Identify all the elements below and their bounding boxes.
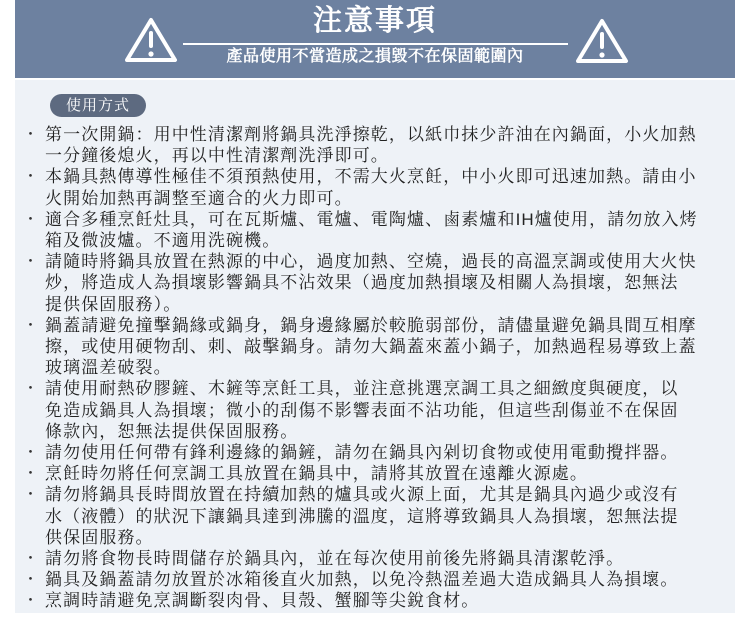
- list-item-line: 請隨時將鍋具放置在熱源的中心，過度加熱、空燒，過長的高溫烹調或使用大火快: [45, 252, 697, 272]
- list-item-line: 本鍋具熱傳導性極佳不須預熱使用，不需大火烹飪，中小火即可迅速加熱。請由小: [45, 167, 697, 187]
- bullet: ・: [23, 465, 39, 483]
- title-divider: [183, 43, 568, 45]
- list-item: [23, 124, 723, 166]
- list-item-line: 鍋具及鍋蓋請勿放置於冰箱後直火加熱，以免冷熱溫差過大造成鍋具人為損壞。: [45, 570, 679, 590]
- list-item-line: 第一次開鍋：用中性清潔劑將鍋具洗淨擦乾，以紙巾抹少許油在內鍋面，小火加熱: [45, 125, 697, 144]
- bullet: ・: [23, 380, 39, 398]
- list-item-line: 提供保固服務）。: [45, 294, 182, 314]
- list-item-line: 火開始加熱再調整至適合的火力即可。: [45, 188, 353, 208]
- list-item-line: 條款內，恕無法提供保固服務。: [45, 421, 299, 441]
- bullet: ・: [23, 444, 39, 462]
- list-item-line: 烹飪時勿將任何烹調工具放置在鍋具中，請將其放置在遠離火源處。: [45, 464, 588, 484]
- list-item: [23, 166, 723, 208]
- list-item-line: 炒，將造成人為損壞影響鍋具不沾效果（過度加熱損壞及相關人為損壞，恕無法: [45, 273, 679, 293]
- list-item-line: 請勿使用任何帶有鋒利邊緣的鍋鏟，請勿在鍋具內剁切食物或使用電動攪拌器。: [45, 443, 679, 463]
- list-item: [23, 463, 723, 484]
- list-item: [23, 209, 723, 251]
- list-item-line: 烹調時請避免烹調斷裂肉骨、貝殼、蟹腳等尖銳食材。: [45, 591, 480, 611]
- list-item-line: 供保固服務。: [45, 527, 154, 547]
- list-item-line: 請使用耐熱矽膠鏟、木鏟等烹飪工具，並注意挑選烹調工具之細緻度與硬度，以: [45, 379, 679, 399]
- bullet: ・: [23, 486, 39, 504]
- bullet: ・: [23, 550, 39, 568]
- list-item-line: 免造成鍋具人為損壞；微小的刮傷不影響表面不沾功能，但這些刮傷並不在保固: [45, 400, 679, 420]
- bullet: ・: [23, 253, 39, 271]
- bullet: ・: [23, 592, 39, 610]
- notice-header: [15, 0, 735, 78]
- list-item-line: 適合多種烹飪灶具，可在瓦斯爐、電爐、電陶爐、鹵素爐和IH爐使用，請勿放入烤: [45, 209, 698, 229]
- list-item-line: 請勿將食物長時間儲存於鍋具內，並在每次使用前後先將鍋具清潔乾淨。: [45, 549, 625, 569]
- list-item-line: 玻璃溫差破裂。: [45, 358, 172, 378]
- bullet: ・: [23, 571, 39, 589]
- bullet: ・: [23, 316, 39, 334]
- list-item: [23, 548, 723, 569]
- list-item: [23, 251, 723, 315]
- bullet: ・: [23, 126, 39, 143]
- section-badge: 使用方式: [50, 94, 146, 117]
- page-subtitle: 產品使用不當造成之損毀不在保固範圍內: [226, 48, 524, 65]
- bullet: ・: [23, 210, 39, 228]
- instructions-list: [23, 124, 723, 612]
- list-item: [23, 442, 723, 463]
- list-item-line: 請勿將鍋具長時間放置在持續加熱的爐具或火源上面，尤其是鍋具內過少或沒有: [45, 485, 679, 505]
- list-item: [23, 484, 723, 548]
- right-warning-icon: [575, 17, 629, 65]
- list-item-line: 水（液體）的狀況下讓鍋具達到沸騰的溫度，這將導致鍋具人為損壞，恕無法提: [45, 506, 679, 526]
- list-item-line: 鍋蓋請避免撞擊鍋緣或鍋身，鍋身邊緣屬於較脆弱部份，請儘量避免鍋具間互相摩: [45, 315, 697, 335]
- list-item: [23, 569, 723, 590]
- list-item-line: 箱及微波爐。不適用洗碗機。: [45, 231, 281, 251]
- list-item: [23, 378, 723, 442]
- list-item: [23, 315, 723, 379]
- list-item-line: 一分鐘後熄火，再以中性清潔劑洗淨即可。: [45, 146, 389, 166]
- list-item-line: 擦，或使用硬物刮、刺、敲擊鍋身。請勿大鍋蓋來蓋小鍋子，加熱過程易導致上蓋: [45, 337, 697, 357]
- page-title: 注意事項: [312, 5, 437, 37]
- list-item: [23, 590, 723, 611]
- bullet: ・: [23, 168, 39, 186]
